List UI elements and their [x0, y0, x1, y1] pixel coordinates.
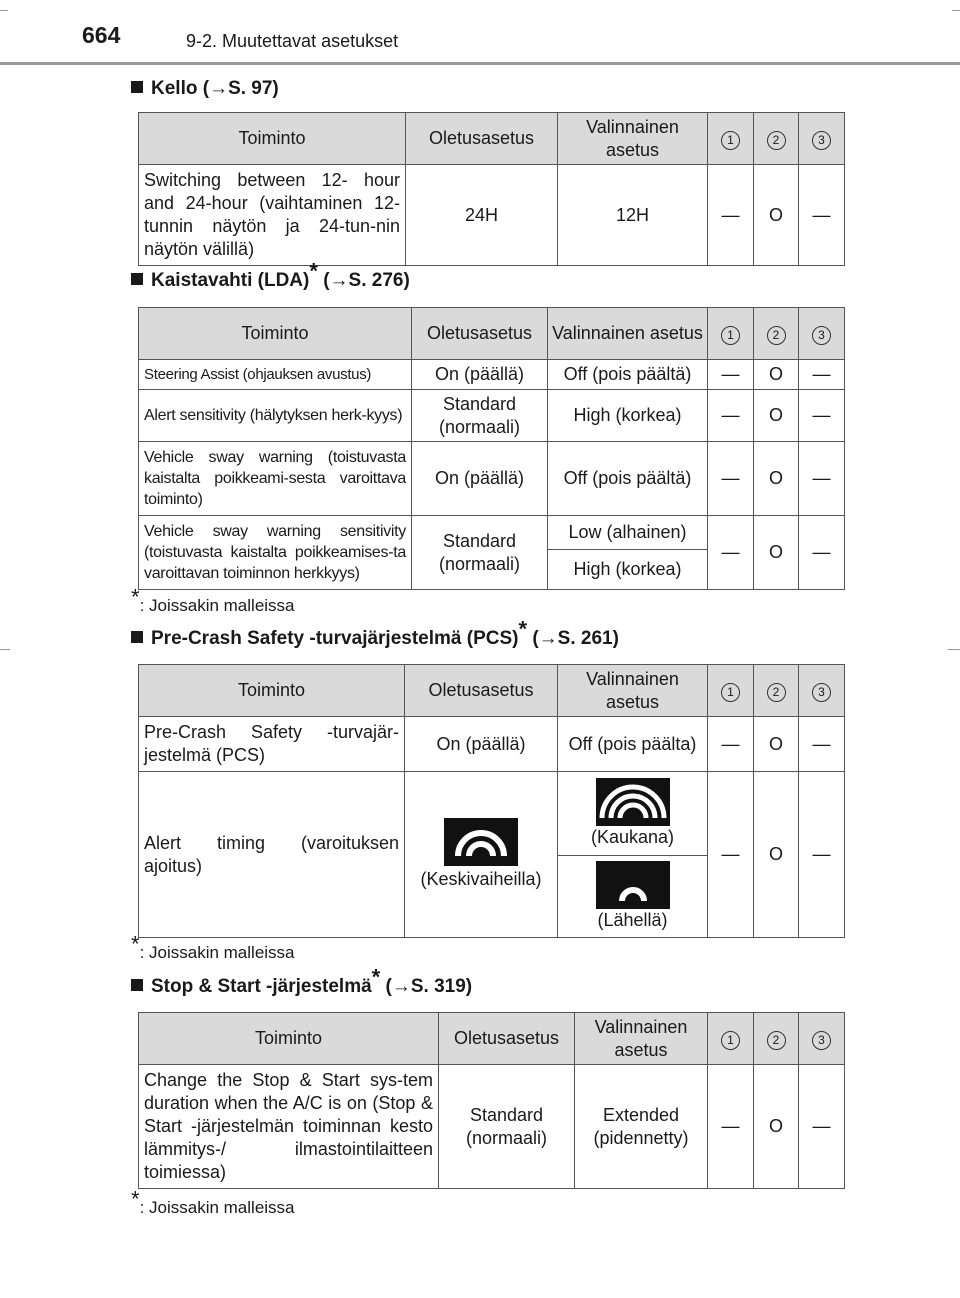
bullet-square-icon: [131, 81, 143, 93]
section-title-lda: Kaistavahti (LDA)* (→S. 276): [131, 270, 410, 292]
cell-optional: Extended (pidennetty): [575, 1065, 708, 1189]
col-header-3: 3: [799, 113, 845, 165]
chapter-title: 9-2. Muutettavat asetukset: [186, 31, 399, 51]
col-header-default: Oletusasetus: [405, 665, 558, 717]
cell-default: Standard (normaali): [412, 390, 548, 442]
cell-function: Vehicle sway warning sensitivity (toistuvasta kaistalta poikkeamises-ta varoittavan toiminnon herkkyys): [139, 516, 412, 590]
footnote: *: Joissakin malleissa: [131, 1186, 295, 1217]
cell-c3: —: [799, 516, 845, 590]
col-header-optional: Valinnainen asetus: [575, 1013, 708, 1065]
cell-optional-near: (Lähellä): [558, 856, 708, 938]
table-row: [139, 390, 845, 442]
cell-c2: O: [754, 442, 799, 516]
alert-timing-near-icon: [596, 861, 670, 909]
cell-c3: —: [799, 390, 845, 442]
cell-c1: —: [708, 360, 754, 390]
cell-function: Steering Assist (ohjauksen avustus): [139, 360, 412, 390]
section-title-stop-start: Stop & Start -järjestelmä* (→S. 319): [131, 976, 472, 998]
cell-c3: —: [799, 772, 845, 938]
cell-default: On (päällä): [412, 360, 548, 390]
cell-c3: —: [799, 717, 845, 772]
cell-c3: —: [799, 1065, 845, 1189]
cell-optional: Off (pois päältä): [548, 360, 708, 390]
table-row: [139, 516, 845, 550]
footnote: *: Joissakin malleissa: [131, 584, 295, 615]
clock-settings-table: [138, 112, 845, 266]
cell-c3: —: [799, 360, 845, 390]
col-header-function: Toiminto: [139, 308, 412, 360]
bullet-square-icon: [131, 631, 143, 643]
cell-c1: —: [708, 516, 754, 590]
cell-default: 24H: [406, 165, 558, 266]
col-header-3: 3: [799, 308, 845, 360]
col-header-optional: Valinnainen asetus: [558, 665, 708, 717]
pcs-settings-table: [138, 664, 845, 938]
page-number: 664: [82, 22, 121, 48]
cell-function: Alert timing (varoituksen ajoitus): [139, 772, 405, 938]
col-header-2: 2: [754, 113, 799, 165]
col-header-optional: Valinnainen asetus: [558, 113, 708, 165]
cell-optional: High (korkea): [548, 390, 708, 442]
alert-timing-mid-icon: [444, 818, 518, 866]
cell-c2: O: [754, 165, 799, 266]
col-header-3: 3: [799, 665, 845, 717]
cell-default: (Keskivaiheilla): [405, 772, 558, 938]
cell-c1: —: [708, 390, 754, 442]
col-header-1: 1: [708, 113, 754, 165]
bullet-square-icon: [131, 979, 143, 991]
col-header-1: 1: [708, 308, 754, 360]
cell-optional-high: High (korkea): [548, 550, 708, 590]
col-header-1: 1: [708, 665, 754, 717]
cell-optional: Off (pois päältä): [548, 442, 708, 516]
footnote: *: Joissakin malleissa: [131, 931, 295, 962]
col-header-2: 2: [754, 665, 799, 717]
crop-mark: [952, 10, 960, 11]
cell-default: Standard (normaali): [439, 1065, 575, 1189]
col-header-2: 2: [754, 1013, 799, 1065]
cell-optional: 12H: [558, 165, 708, 266]
cell-c1: —: [708, 1065, 754, 1189]
cell-c2: O: [754, 390, 799, 442]
col-header-default: Oletusasetus: [439, 1013, 575, 1065]
cell-c2: O: [754, 360, 799, 390]
crop-mark: [0, 649, 10, 650]
table-row: [139, 360, 845, 390]
col-header-function: Toiminto: [139, 665, 405, 717]
col-header-2: 2: [754, 308, 799, 360]
crop-mark: [0, 10, 8, 11]
cell-c3: —: [799, 165, 845, 266]
col-header-function: Toiminto: [139, 1013, 439, 1065]
col-header-1: 1: [708, 1013, 754, 1065]
col-header-default: Oletusasetus: [406, 113, 558, 165]
cell-c1: —: [708, 772, 754, 938]
cell-optional-far: (Kaukana): [558, 772, 708, 856]
section-title-clock: Kello (→S. 97): [131, 78, 279, 100]
cell-optional-low: Low (alhainen): [548, 516, 708, 550]
table-row: [139, 772, 845, 856]
cell-c1: —: [708, 717, 754, 772]
table-row: [139, 1065, 845, 1189]
col-header-optional: Valinnainen asetus: [548, 308, 708, 360]
table-row: [139, 717, 845, 772]
cell-c1: —: [708, 165, 754, 266]
table-row: [139, 442, 845, 516]
cell-function: Alert sensitivity (hälytyksen herk-kyys): [139, 390, 412, 442]
cell-c2: O: [754, 1065, 799, 1189]
cell-function: Vehicle sway warning (toistuvasta kaistalta poikkeami-sesta varoittava toiminto): [139, 442, 412, 516]
section-title-pcs: Pre-Crash Safety -turvajärjestelmä (PCS)* (→S. 261): [131, 628, 619, 650]
cell-c3: —: [799, 442, 845, 516]
cell-c2: O: [754, 772, 799, 938]
header-rule: [0, 62, 960, 65]
lda-settings-table: [138, 307, 845, 590]
cell-function: Change the Stop & Start sys-tem duration when the A/C is on (Stop & Start -järjestelmän toiminnan kesto lämmitys-/ ilmastointilaitteen toimiessa): [139, 1065, 439, 1189]
table-row: [139, 165, 845, 266]
cell-default: Standard (normaali): [412, 516, 548, 590]
col-header-function: Toiminto: [139, 113, 406, 165]
col-header-3: 3: [799, 1013, 845, 1065]
cell-c2: O: [754, 516, 799, 590]
stop-start-settings-table: [138, 1012, 845, 1189]
alert-timing-far-icon: [596, 778, 670, 826]
col-header-default: Oletusasetus: [412, 308, 548, 360]
crop-mark: [948, 649, 960, 650]
cell-function: Switching between 12- hour and 24-hour (vaihtaminen 12-tunnin näytön ja 24-tun-nin näytön välillä): [139, 165, 406, 266]
cell-optional: Off (pois päälta): [558, 717, 708, 772]
bullet-square-icon: [131, 273, 143, 285]
cell-c1: —: [708, 442, 754, 516]
cell-function: Pre-Crash Safety -turvajär-jestelmä (PCS): [139, 717, 405, 772]
cell-c2: O: [754, 717, 799, 772]
cell-default: On (päällä): [412, 442, 548, 516]
cell-default: On (päällä): [405, 717, 558, 772]
